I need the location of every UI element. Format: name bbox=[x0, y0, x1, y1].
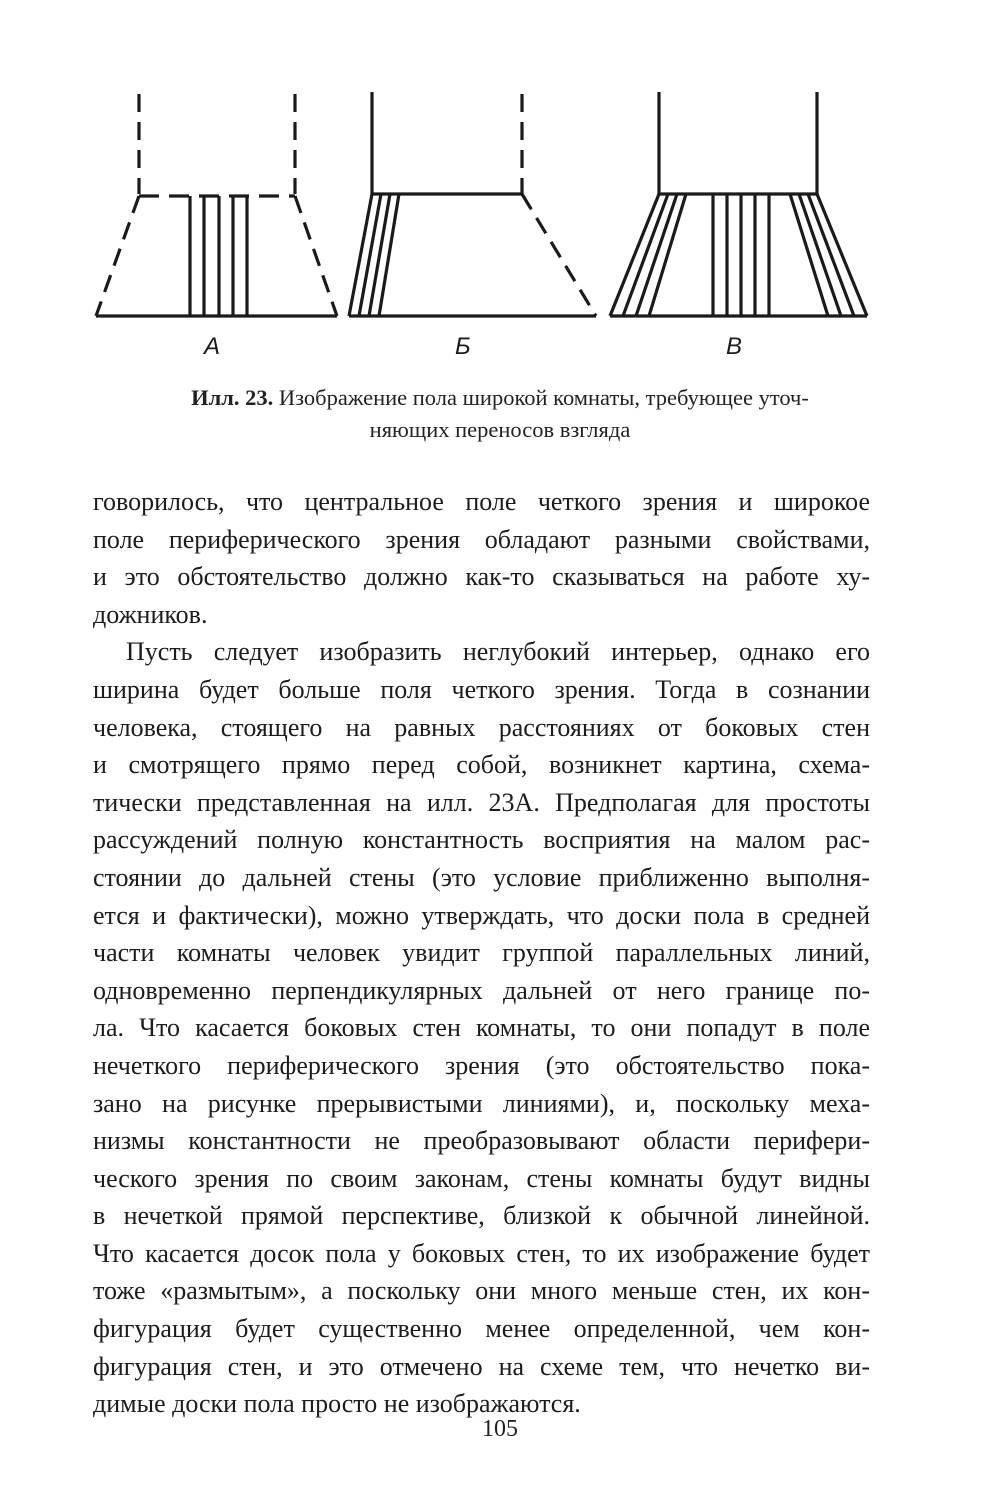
text-line: человека, стоящего на равных расстояниях от боковых стен bbox=[93, 712, 870, 742]
text-line: части комнаты человек увидит группой параллельных линий, bbox=[93, 938, 870, 968]
diagram-b-floor-boards bbox=[359, 194, 399, 316]
diagram-b bbox=[349, 92, 596, 316]
diagram-c-center-boards bbox=[713, 194, 769, 316]
diagram-b-right-floor-edge bbox=[522, 194, 596, 316]
text-line: фигурация будет существенно менее определенной, чем кон- bbox=[93, 1314, 870, 1344]
text-line: в нечеткой прямой перспективе, близкой к обычной линейной. bbox=[93, 1201, 870, 1231]
text-line: ширина будет больше поля четкого зрения. Тогда в сознании bbox=[93, 674, 870, 704]
diagram-a bbox=[96, 94, 337, 316]
text-line: и это обстоятельство должно как-то сказываться на работе ху- bbox=[93, 562, 870, 592]
text-line: поле периферического зрения обладают разными свойствами, bbox=[93, 524, 870, 554]
floor-diagrams bbox=[0, 0, 1000, 380]
diagram-c bbox=[610, 92, 867, 316]
text-line: ется и фактически), можно утверждать, что доски пола в средней bbox=[93, 900, 870, 930]
caption-line-2: няющих переносов взгляда bbox=[369, 417, 631, 442]
text-line: нечеткого периферического зрения (это обстоятельство пока- bbox=[93, 1050, 870, 1080]
text-line: ла. Что касается боковых стен комнаты, то они попадут в поле bbox=[93, 1013, 870, 1043]
text-line: низмы константности не преобразовывают области перифери- bbox=[93, 1126, 870, 1156]
diagram-c-right-boards bbox=[790, 194, 854, 316]
text-line: тически представленная на илл. 23А. Предполагая для простоты bbox=[93, 787, 870, 817]
text-line: зано на рисунке прерывистыми линиями), и, поскольку меха- bbox=[93, 1088, 870, 1118]
text-line: стоянии до дальней стены (это условие приближенно выполня- bbox=[93, 862, 870, 892]
figure-caption bbox=[110, 382, 890, 446]
label-a: А bbox=[204, 333, 221, 360]
text-line: одновременно перпендикулярных дальней от него границе по- bbox=[93, 975, 870, 1005]
diagram-c-left-floor-edge bbox=[610, 194, 659, 316]
illustration-23 bbox=[0, 0, 1000, 380]
caption-text: Изображение пола широкой комнаты, требующее уточ- bbox=[273, 385, 809, 410]
text-line: и смотрящего прямо перед собой, возникнет картина, схема- bbox=[93, 750, 870, 780]
text-line: рассуждений полную константность восприятия на малом рас- bbox=[93, 825, 870, 855]
text-line: дожников. bbox=[93, 599, 208, 629]
text-line: Что касается досок пола у боковых стен, то их изображение будет bbox=[93, 1238, 870, 1268]
body-text bbox=[93, 483, 870, 1423]
text-line: говорилось, что центральное поле четкого зрения и широкое bbox=[93, 487, 870, 516]
paragraph-1 bbox=[93, 483, 870, 633]
text-line: Пусть следует изобразить неглубокий интерьер, однако его bbox=[126, 637, 870, 667]
paragraph-2 bbox=[93, 633, 870, 1422]
text-line: димые доски пола просто не изображаются. bbox=[93, 1389, 581, 1419]
label-b: Б bbox=[455, 333, 471, 360]
text-line: фигурация стен, и это отмечено на схеме тем, что нечетко ви- bbox=[93, 1351, 870, 1381]
text-line: тоже «размытым», а поскольку они много меньше стен, их кон- bbox=[93, 1276, 870, 1306]
diagram-c-right-floor-edge bbox=[817, 194, 867, 316]
diagram-a-floor-boards bbox=[190, 196, 247, 316]
diagram-a-right-floor-edge bbox=[295, 196, 337, 316]
page-number: 105 bbox=[482, 1416, 518, 1442]
diagram-a-left-floor-edge bbox=[96, 196, 139, 316]
caption-label: Илл. 23. bbox=[191, 385, 274, 410]
label-c: В bbox=[726, 333, 743, 360]
diagram-c-left-boards bbox=[623, 194, 686, 316]
caption-line-1 bbox=[110, 382, 890, 414]
text-line: ческого зрения по своим законам, стены комнаты будут видны bbox=[93, 1163, 870, 1193]
